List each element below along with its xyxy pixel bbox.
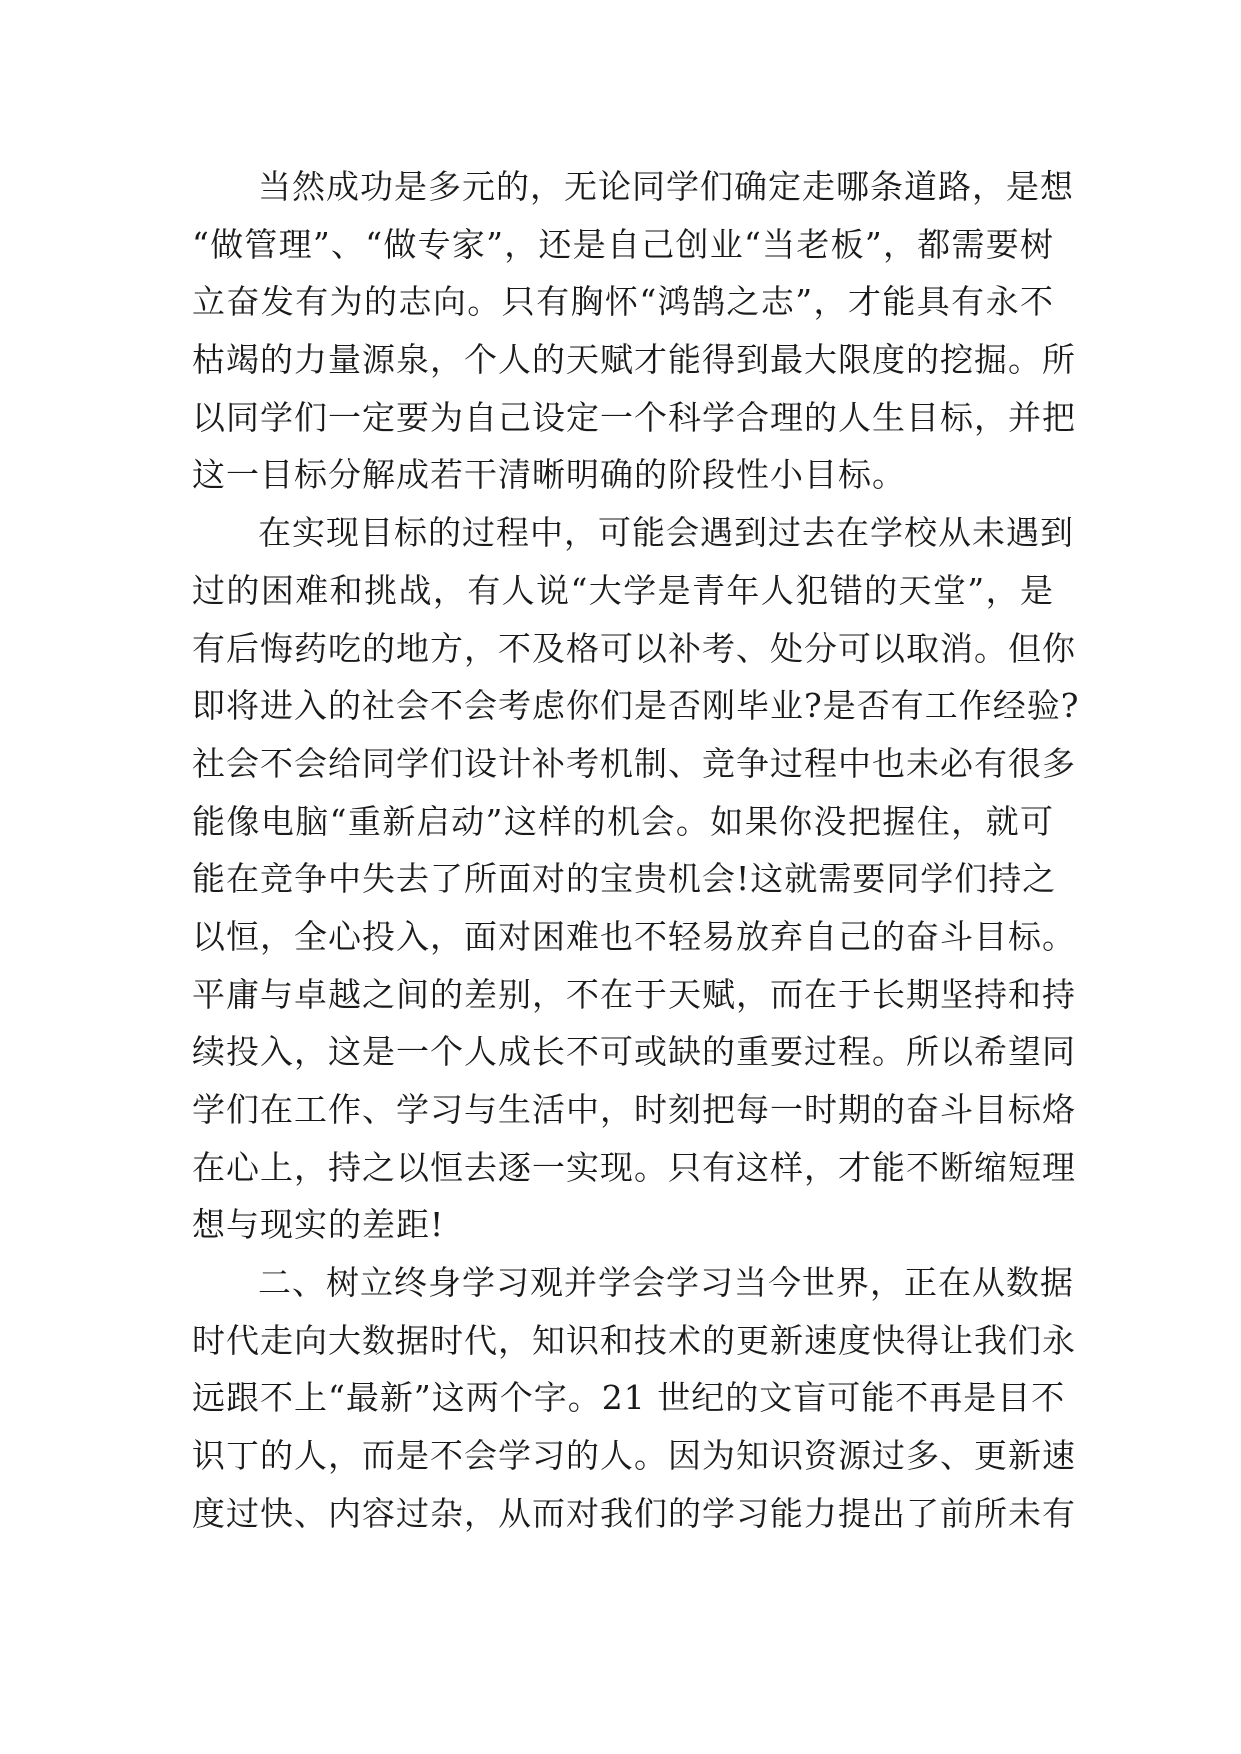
text-line: 能在竞争中失去了所面对的宝贵机会!这就需要同学们持之 bbox=[192, 859, 1057, 899]
text-line: 立奋发有为的志向。只有胸怀“鸿鹄之志”，才能具有永不 bbox=[192, 282, 1054, 322]
text-line: 学们在工作、学习与生活中，时刻把每一时期的奋斗目标烙 bbox=[192, 1090, 1076, 1129]
text-line: 在实现目标的过程中，可能会遇到过去在学校从未遇到 bbox=[258, 513, 1074, 553]
text-line: 这一目标分解成若干清晰明确的阶段性小目标。 bbox=[192, 455, 906, 495]
text-line: “做管理”、“做专家”，还是自己创业“当老板”，都需要树 bbox=[192, 224, 1054, 264]
text-line: 当然成功是多元的，无论同学们确定走哪条道路，是想 bbox=[258, 167, 1074, 206]
text-line: 识丁的人，而是不会学习的人。因为知识资源过多、更新速 bbox=[192, 1436, 1076, 1476]
text-line: 以同学们一定要为自己设定一个科学合理的人生目标，并把 bbox=[192, 397, 1076, 437]
text-line: 能像电脑“重新启动”这样的机会。如果你没把握住，就可 bbox=[192, 801, 1054, 841]
text-line: 有后悔药吃的地方，不及格可以补考、处分可以取消。但你 bbox=[192, 628, 1076, 668]
text-line: 社会不会给同学们设计补考机制、竞争过程中也未必有很多 bbox=[192, 743, 1076, 783]
text-line: 枯竭的力量源泉，个人的天赋才能得到最大限度的挖掘。所 bbox=[192, 340, 1076, 380]
text-line: 二、树立终身学习观并学会学习当今世界，正在从数据 bbox=[258, 1263, 1074, 1303]
body-text bbox=[192, 158, 1080, 1543]
text-line: 时代走向大数据时代，知识和技术的更新速度快得让我们永 bbox=[192, 1320, 1076, 1360]
text-line: 即将进入的社会不会考虑你们是否刚毕业?是否有工作经验? bbox=[192, 686, 1080, 726]
text-line: 度过快、内容过杂，从而对我们的学习能力提出了前所未有 bbox=[192, 1493, 1076, 1533]
text-line: 续投入，这是一个人成长不可或缺的重要过程。所以希望同 bbox=[192, 1032, 1076, 1072]
text-line: 以恒，全心投入，面对困难也不轻易放弃自己的奋斗目标。 bbox=[192, 916, 1076, 956]
text-line: 平庸与卓越之间的差别，不在于天赋，而在于长期坚持和持 bbox=[192, 974, 1076, 1014]
text-line: 在心上，持之以恒去逐一实现。只有这样，才能不断缩短理 bbox=[192, 1147, 1076, 1187]
text-line: 过的困难和挑战，有人说“大学是青年人犯错的天堂”，是 bbox=[192, 570, 1054, 610]
text-line: 想与现实的差距! bbox=[192, 1205, 445, 1245]
text-line: 远跟不上“最新”这两个字。21 世纪的文盲可能不再是目不 bbox=[192, 1378, 1066, 1418]
